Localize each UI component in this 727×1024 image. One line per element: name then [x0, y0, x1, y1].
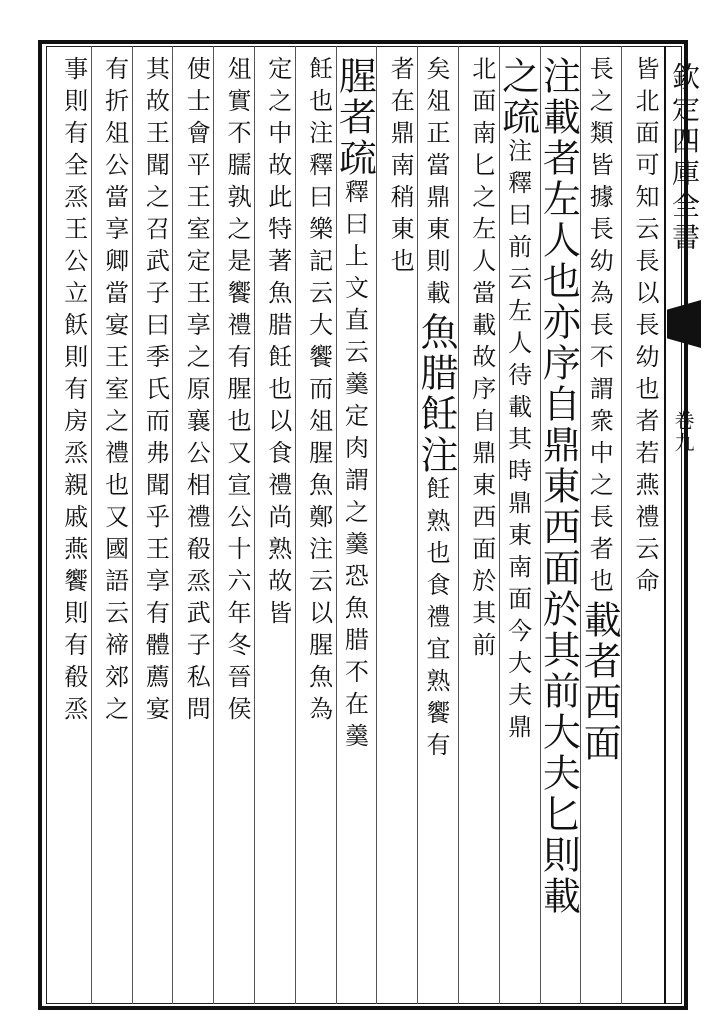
column-rule [172, 46, 173, 1004]
commentary-text: 北面南匕之左人當載故序自鼎東西面於其前 [467, 56, 496, 664]
commentary-text: 其故王聞之召武子曰季氏而弗聞乎王享有體薦宴 [141, 56, 170, 728]
text-column [460, 56, 497, 996]
column-rule [458, 46, 459, 1004]
commentary-text: 俎實不臑孰之是饗禮有腥也又宣公十六年冬晉侯 [222, 56, 251, 728]
column-rule [213, 46, 214, 1004]
commentary-text: 矣俎正當鼎東則載 [421, 56, 450, 312]
column-rule [417, 46, 418, 1004]
main-text: 疏 [332, 138, 377, 179]
main-text: 腥者 [332, 56, 377, 138]
main-text: 疏 [495, 97, 540, 138]
column-rule [376, 46, 377, 1004]
commentary-text: 注釋曰前云左人待載其時鼎東南面今大夫鼎 [503, 138, 532, 746]
text-column [256, 56, 293, 996]
text-column [297, 56, 334, 996]
commentary-text: 飪也注釋曰樂記云大饗而俎腥魚鄭注云以腥魚為 [304, 56, 333, 728]
column-rule [499, 46, 500, 1004]
book-title: 欽定四庫全書 [668, 62, 701, 254]
main-text: 注載者左人也亦序自鼎東西面於其前大夫匕則載 [536, 56, 581, 917]
commentary-text: 定之中故此特著魚腊飪也以食禮尚熟故皆 [263, 56, 292, 632]
column-rule [295, 46, 296, 1004]
commentary-text: 者在鼎南稍東也 [386, 56, 415, 280]
text-column [93, 56, 130, 996]
text-column [52, 56, 89, 996]
text-column [332, 56, 377, 996]
main-text: 注 [413, 435, 458, 476]
text-column [378, 56, 415, 996]
main-text: 之 [495, 56, 540, 97]
column-rule [336, 46, 337, 1004]
column-rule [580, 46, 581, 1004]
text-column [215, 56, 252, 996]
commentary-text: 有折俎公當享卿當宴王室之禮也又國語云禘郊之 [100, 56, 129, 728]
commentary-text: 皆北面可知云長以長幼也者若燕禮云命 [630, 56, 659, 600]
text-column [536, 56, 581, 996]
text-column [413, 56, 458, 996]
commentary-text: 釋曰上文直云羹定肉謂之羹恐魚腊不在羹 [340, 179, 369, 755]
commentary-text: 長之類皆據長幼為長不謂衆中之長者也 [585, 56, 614, 600]
column-rule [254, 46, 255, 1004]
commentary-text: 事則有全烝王公立飫則有房烝親戚燕饗則有殽烝 [59, 56, 88, 728]
column-rule [540, 46, 541, 1004]
text-column [134, 56, 171, 996]
column-rule [91, 46, 92, 1004]
commentary-text: 使士會平王室定王享之原襄公相禮殽烝武子私問 [182, 56, 211, 728]
column-rule [132, 46, 133, 1004]
main-text: 載者西面 [577, 600, 622, 764]
text-column [495, 56, 540, 996]
text-column [623, 56, 660, 996]
commentary-text: 飪熟也食禮宜熟饗有 [421, 476, 450, 764]
text-column [174, 56, 211, 996]
main-text: 魚腊飪 [413, 312, 458, 435]
text-column [577, 56, 622, 996]
column-rule [621, 46, 622, 1004]
volume-label: 卷九 [671, 410, 695, 454]
